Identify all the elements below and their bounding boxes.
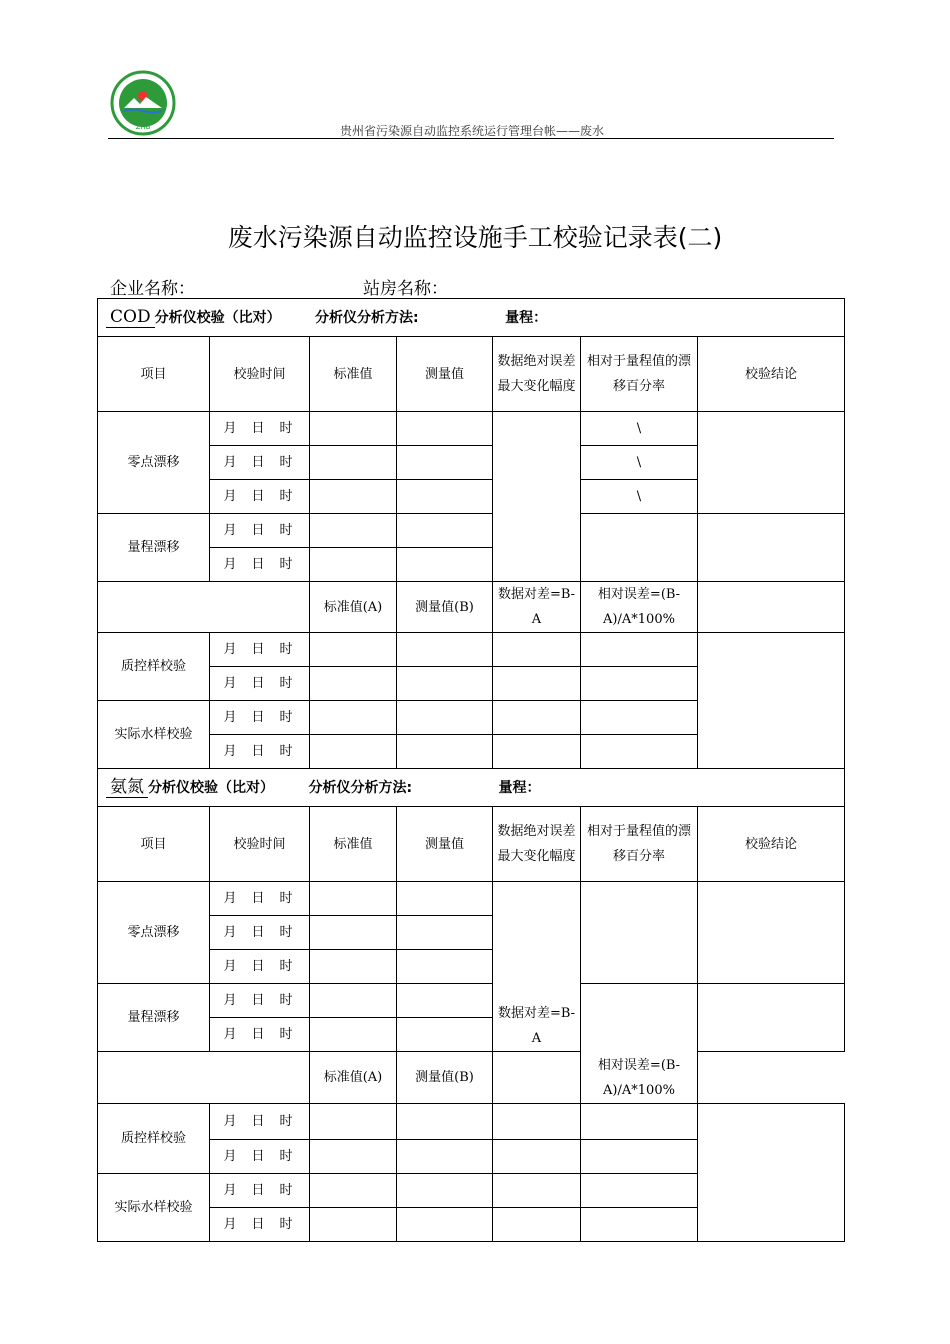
company-station-line — [110, 274, 458, 299]
table-cell[interactable] — [397, 1140, 493, 1174]
time-unit: 时 — [279, 455, 293, 470]
table-cell[interactable] — [310, 916, 397, 950]
time-unit: 时 — [279, 993, 293, 1008]
time-unit: 日 — [251, 489, 265, 504]
table-cell[interactable] — [310, 1174, 397, 1208]
company-field[interactable] — [195, 280, 363, 299]
row-real-sample: 实际水样校验 — [98, 701, 210, 769]
time-unit: 月 — [223, 1217, 237, 1232]
table-cell-label: 测量值 — [397, 807, 493, 882]
station-field[interactable] — [448, 280, 458, 299]
table-cell[interactable] — [493, 1140, 581, 1174]
ammonia-table — [97, 768, 845, 1242]
section-header: COD 分析仪校验（比对） 分析仪分析方法: 量程： — [98, 299, 845, 337]
table-cell[interactable] — [698, 882, 845, 984]
table-cell[interactable] — [397, 412, 493, 446]
header-rule — [108, 138, 834, 139]
table-cell[interactable] — [493, 1174, 581, 1208]
row-zero-drift: 零点漂移 — [98, 412, 210, 514]
time-unit: 月 — [223, 421, 237, 436]
time-unit: 时 — [279, 744, 293, 759]
time-unit: 日 — [251, 1217, 265, 1232]
table-cell[interactable] — [493, 735, 581, 769]
time-unit: 月 — [223, 489, 237, 504]
time-unit: 时 — [279, 710, 293, 725]
time-unit: 日 — [251, 1183, 265, 1198]
time-unit: 时 — [279, 523, 293, 538]
table-cell[interactable] — [98, 1052, 310, 1104]
table-cell[interactable] — [310, 633, 397, 667]
table-cell[interactable] — [581, 882, 698, 984]
table-cell[interactable] — [698, 984, 845, 1052]
table-cell[interactable] — [493, 667, 581, 701]
col-time: 校验时间 — [210, 337, 310, 412]
time-unit: 时 — [279, 421, 293, 436]
na-mark: \ — [581, 446, 698, 480]
table-cell-label: 质控样校验 — [98, 1104, 210, 1174]
table-cell[interactable] — [581, 667, 698, 701]
table-cell-label: 数据绝对误差最大变化幅度 — [493, 807, 581, 882]
time-cell — [210, 882, 310, 916]
table-cell[interactable] — [397, 548, 493, 582]
time-unit: 时 — [279, 676, 293, 691]
time-unit: 日 — [251, 925, 265, 940]
table-cell[interactable] — [310, 412, 397, 446]
time-unit: 日 — [251, 959, 265, 974]
time-cell — [210, 916, 310, 950]
table-cell[interactable] — [493, 701, 581, 735]
table-cell[interactable] — [397, 882, 493, 916]
table-cell[interactable] — [397, 1018, 493, 1052]
time-unit: 日 — [251, 1149, 265, 1164]
table-cell[interactable] — [493, 633, 581, 667]
table-cell-label: 相对误差=(B-A)/A*100% — [581, 582, 698, 633]
time-unit: 日 — [251, 455, 265, 470]
time-unit: 月 — [223, 455, 237, 470]
time-unit: 日 — [251, 676, 265, 691]
time-cell — [210, 950, 310, 984]
time-unit: 月 — [223, 744, 237, 759]
table-cell[interactable] — [493, 1104, 581, 1140]
time-unit: 时 — [279, 959, 293, 974]
table-cell[interactable] — [98, 582, 310, 633]
table-cell[interactable] — [698, 412, 845, 514]
table-cell[interactable] — [698, 633, 845, 769]
station-label: 站房名称： — [363, 279, 448, 299]
time-cell — [210, 633, 310, 667]
time-cell — [210, 1140, 310, 1174]
table-cell[interactable] — [310, 735, 397, 769]
table-cell-label: 零点漂移 — [98, 882, 210, 984]
col-drift-pct: 相对于量程值的漂移百分率 — [581, 337, 698, 412]
document-title: 废水污染源自动监控设施手工校验记录表(二) — [227, 223, 723, 252]
table-cell[interactable] — [493, 412, 581, 582]
row-span-drift: 量程漂移 — [98, 514, 210, 582]
table-cell[interactable] — [397, 1208, 493, 1242]
table-cell[interactable] — [581, 514, 698, 582]
time-unit: 日 — [251, 744, 265, 759]
time-unit: 月 — [223, 523, 237, 538]
time-unit: 月 — [223, 557, 237, 572]
table-cell[interactable] — [310, 667, 397, 701]
time-cell — [210, 701, 310, 735]
table-cell-label: 量程漂移 — [98, 984, 210, 1052]
table-cell[interactable] — [698, 1104, 845, 1242]
table-cell[interactable] — [310, 1104, 397, 1140]
table-cell-label: 测量值(B) — [397, 1052, 493, 1104]
table-cell[interactable] — [310, 1208, 397, 1242]
table-cell[interactable] — [397, 735, 493, 769]
section-header: 氨氮 分析仪校验（比对） 分析仪分析方法: 量程： — [98, 769, 845, 807]
table-cell-label: 数据对差=B-A — [493, 882, 581, 1052]
time-unit: 月 — [223, 642, 237, 657]
time-unit: 时 — [279, 925, 293, 940]
table-cell-label: 相对于量程值的漂移百分率 — [581, 807, 698, 882]
table-cell[interactable] — [310, 984, 397, 1018]
time-cell — [210, 446, 310, 480]
time-unit: 月 — [223, 993, 237, 1008]
time-unit: 月 — [223, 1027, 237, 1042]
time-unit: 时 — [279, 1149, 293, 1164]
time-cell — [210, 548, 310, 582]
zhb-logo — [110, 70, 176, 136]
table-cell[interactable] — [397, 1104, 493, 1140]
table-cell-label: 项目 — [98, 807, 210, 882]
table-cell[interactable] — [310, 548, 397, 582]
table-cell[interactable] — [310, 446, 397, 480]
table-cell[interactable] — [581, 735, 698, 769]
time-cell — [210, 412, 310, 446]
table-cell[interactable] — [310, 514, 397, 548]
time-unit: 月 — [223, 891, 237, 906]
na-mark: \ — [581, 412, 698, 446]
table-cell-label: 相对误差=(B-A)/A*100% — [581, 984, 698, 1104]
col-max-abs-error: 数据绝对误差最大变化幅度 — [493, 337, 581, 412]
table-cell[interactable] — [581, 1208, 698, 1242]
table-cell[interactable] — [581, 1140, 698, 1174]
time-unit: 日 — [251, 1027, 265, 1042]
time-unit: 时 — [279, 557, 293, 572]
time-cell — [210, 735, 310, 769]
running-header: 贵州省污染源自动监控系统运行管理台帐——废水 — [340, 124, 605, 138]
table-cell[interactable] — [698, 582, 845, 633]
table-cell[interactable] — [310, 950, 397, 984]
time-unit: 日 — [251, 710, 265, 725]
table-cell-label: 标准值 — [310, 807, 397, 882]
time-unit: 时 — [279, 1217, 293, 1232]
time-unit: 时 — [279, 1027, 293, 1042]
time-unit: 月 — [223, 1183, 237, 1198]
table-cell[interactable] — [310, 480, 397, 514]
col-standard: 标准值 — [310, 337, 397, 412]
time-unit: 时 — [279, 489, 293, 504]
col-measured: 测量值 — [397, 337, 493, 412]
table-cell[interactable] — [310, 882, 397, 916]
table-cell-label: 标准值(A) — [310, 582, 397, 633]
col-conclusion: 校验结论 — [698, 337, 845, 412]
time-unit: 月 — [223, 1114, 237, 1129]
table-cell[interactable] — [397, 480, 493, 514]
svg-text:ZHB: ZHB — [135, 123, 151, 131]
table-cell[interactable] — [397, 514, 493, 548]
time-cell — [210, 1018, 310, 1052]
time-unit: 日 — [251, 523, 265, 538]
time-unit: 月 — [223, 959, 237, 974]
company-label: 企业名称： — [110, 279, 195, 299]
time-cell — [210, 480, 310, 514]
table-cell[interactable] — [397, 1174, 493, 1208]
table-cell[interactable] — [581, 1174, 698, 1208]
time-unit: 月 — [223, 676, 237, 691]
time-unit: 时 — [279, 642, 293, 657]
table-cell[interactable] — [310, 701, 397, 735]
time-cell — [210, 667, 310, 701]
table-cell[interactable] — [698, 514, 845, 582]
table-cell[interactable] — [397, 701, 493, 735]
table-cell[interactable] — [581, 701, 698, 735]
table-cell-label: 标准值(A) — [310, 1052, 397, 1104]
table-cell[interactable] — [310, 1018, 397, 1052]
table-cell[interactable] — [493, 1052, 581, 1104]
time-cell — [210, 1208, 310, 1242]
time-unit: 日 — [251, 557, 265, 572]
time-unit: 日 — [251, 421, 265, 436]
row-qc-sample: 质控样校验 — [98, 633, 210, 701]
time-unit: 日 — [251, 1114, 265, 1129]
table-cell[interactable] — [493, 1208, 581, 1242]
table-cell[interactable] — [581, 1104, 698, 1140]
table-cell[interactable] — [581, 633, 698, 667]
time-cell — [210, 1174, 310, 1208]
time-unit: 日 — [251, 642, 265, 657]
time-unit: 日 — [251, 993, 265, 1008]
table-cell[interactable] — [397, 667, 493, 701]
time-unit: 时 — [279, 1183, 293, 1198]
time-unit: 日 — [251, 891, 265, 906]
time-unit: 时 — [279, 1114, 293, 1129]
table-cell[interactable] — [397, 446, 493, 480]
table-cell[interactable] — [397, 633, 493, 667]
table-cell[interactable] — [310, 1140, 397, 1174]
table-cell-label: 校验结论 — [698, 807, 845, 882]
time-unit: 月 — [223, 925, 237, 940]
table-cell[interactable] — [397, 984, 493, 1018]
time-cell — [210, 1104, 310, 1140]
table-cell-label: 数据对差=B-A — [493, 582, 581, 633]
time-cell — [210, 514, 310, 548]
time-unit: 时 — [279, 891, 293, 906]
table-cell-label: 校验时间 — [210, 807, 310, 882]
table-cell[interactable] — [397, 950, 493, 984]
col-item: 项目 — [98, 337, 210, 412]
na-mark: \ — [581, 480, 698, 514]
table-cell-label: 实际水样校验 — [98, 1174, 210, 1242]
cod-table — [97, 298, 845, 769]
time-unit: 月 — [223, 1149, 237, 1164]
table-cell-label: 测量值(B) — [397, 582, 493, 633]
time-cell — [210, 984, 310, 1018]
time-unit: 月 — [223, 710, 237, 725]
table-cell[interactable] — [397, 916, 493, 950]
